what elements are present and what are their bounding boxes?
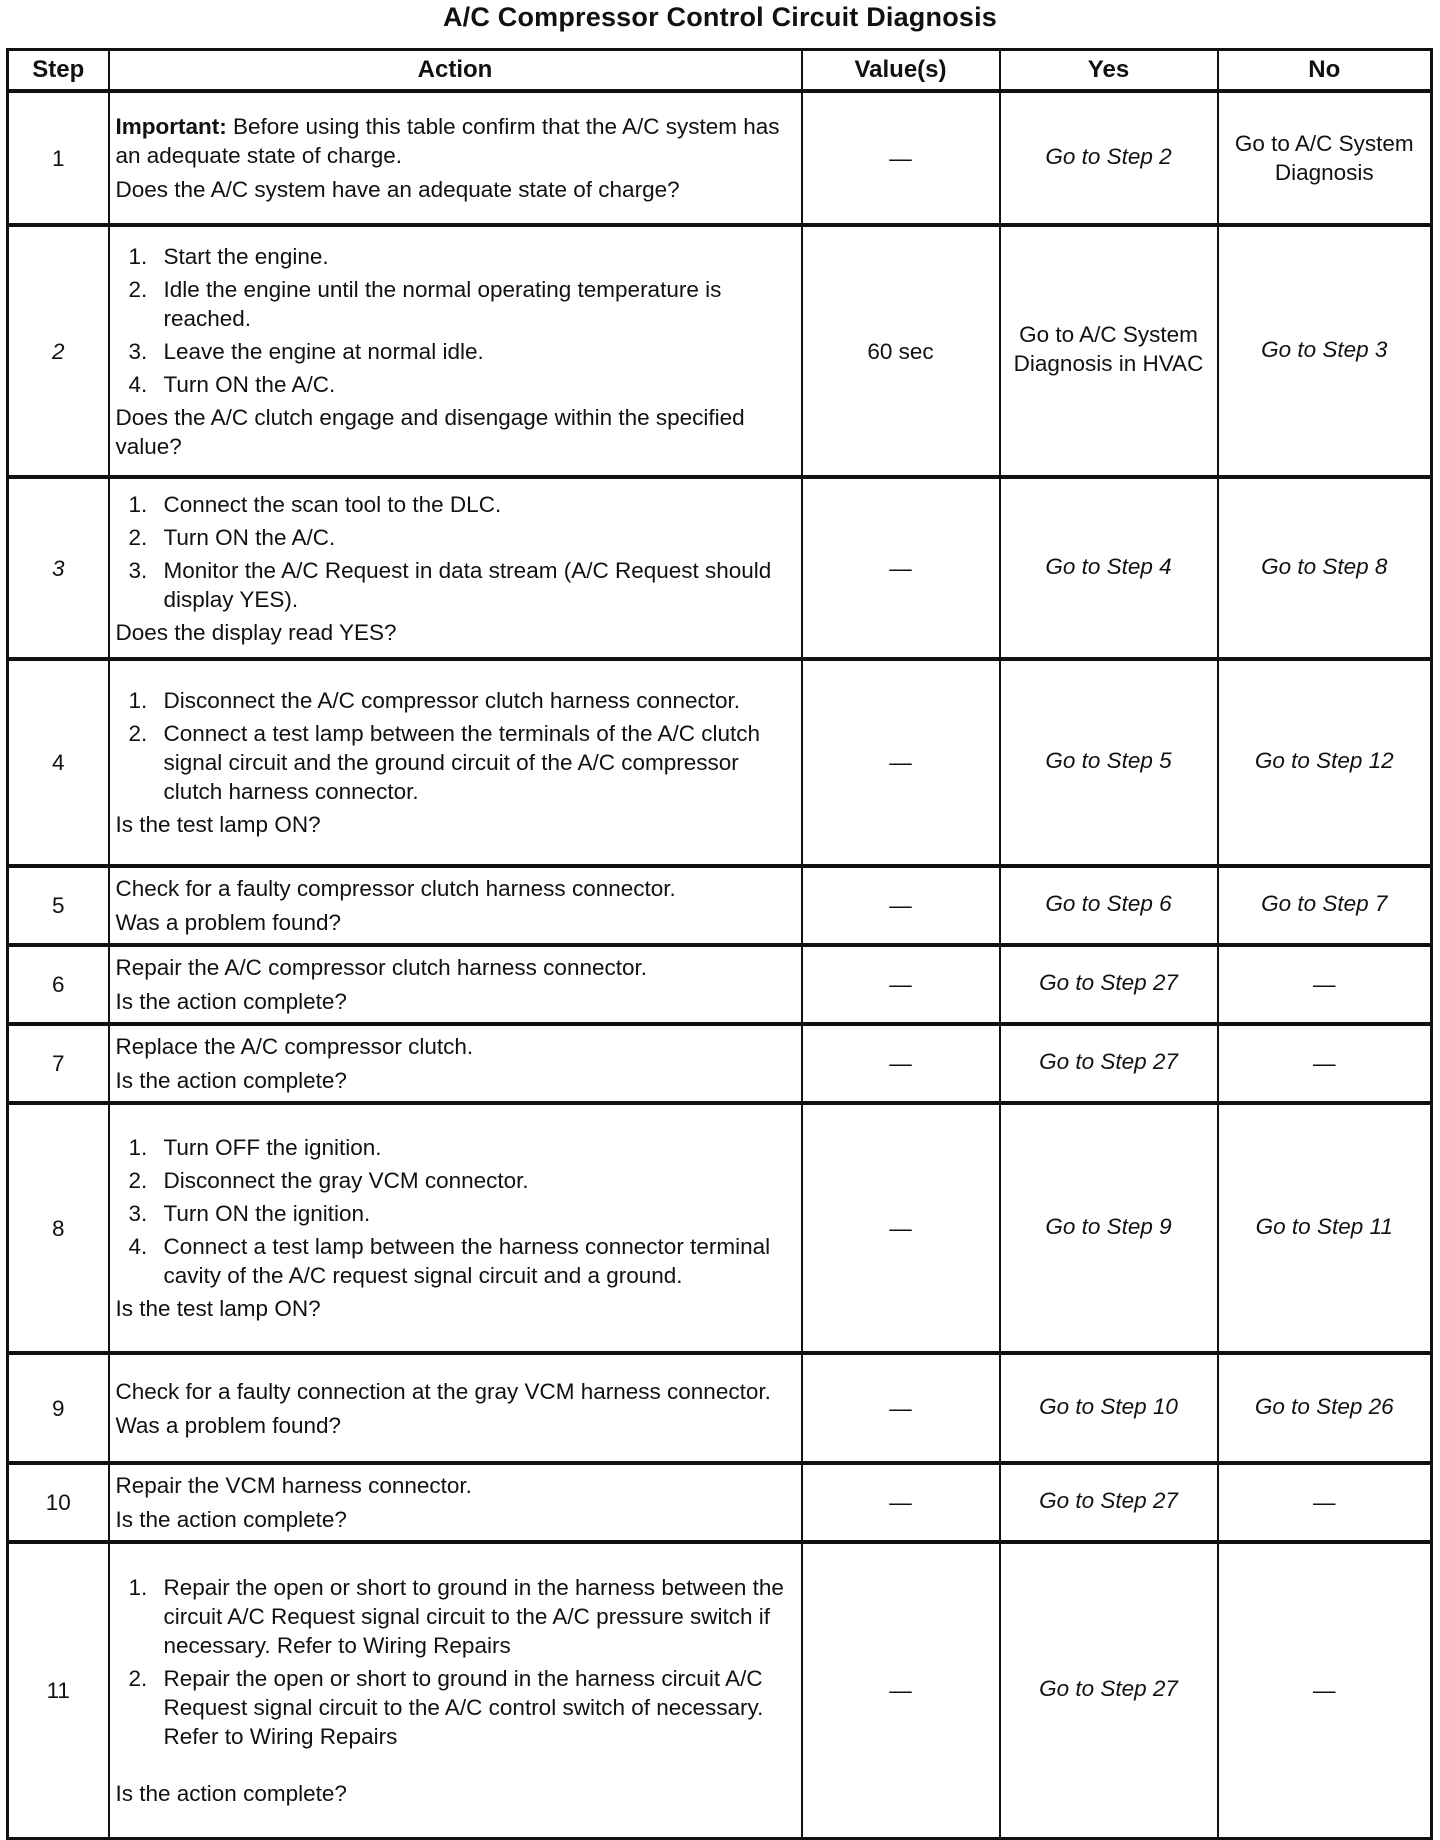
table-row: [8, 866, 1432, 945]
action-step-item: 2. Repair the open or short to ground in the harness circuit A/C Request signal circuit to the A/C control switch of necessary. Refer to Wiring Repairs: [154, 1664, 791, 1751]
value-cell: —: [802, 1103, 1000, 1353]
action-paragraph: Check for a faulty connection at the gray VCM harness connector.: [115, 1378, 771, 1404]
action-question: Is the test lamp ON?: [115, 812, 321, 837]
action-step-item: 1. Repair the open or short to ground in the harness between the circuit A/C Request signal circuit to the A/C pressure switch if necessary. Refer to Wiring Repairs: [154, 1573, 791, 1660]
no-result: Go to Step 8: [1218, 477, 1432, 659]
action-step-item: 1. Connect the scan tool to the DLC.: [154, 490, 791, 519]
action-step-item: 2. Idle the engine until the normal operating temperature is reached.: [154, 275, 791, 333]
action-cell: [109, 91, 802, 225]
no-result: Go to Step 3: [1218, 225, 1432, 477]
action-paragraph: Replace the A/C compressor clutch.: [115, 1034, 474, 1059]
action-step-item: 2. Turn ON the A/C.: [154, 523, 791, 552]
action-step-item: 3. Monitor the A/C Request in data stream (A/C Request should display YES).: [154, 556, 791, 614]
value-cell: —: [802, 866, 1000, 945]
table-row: [8, 1463, 1432, 1542]
action-step-item: 4. Connect a test lamp between the harness connector terminal cavity of the A/C request signal circuit and a ground.: [154, 1232, 791, 1290]
table-row: [8, 91, 1432, 225]
step-number: 6: [8, 945, 109, 1024]
value-cell: —: [802, 659, 1000, 866]
action-question: Is the action complete?: [115, 989, 347, 1014]
step-number: 10: [8, 1463, 109, 1542]
header-values: Value(s): [802, 50, 1000, 92]
action-note: [116, 112, 795, 170]
yes-result: Go to Step 9: [1000, 1103, 1218, 1353]
action-cell: [109, 1542, 802, 1838]
no-result: Go to A/C System Diagnosis: [1218, 91, 1432, 225]
table-row: [8, 1542, 1432, 1838]
step-number: 7: [8, 1024, 109, 1103]
action-question: Does the A/C system have an adequate state of charge?: [115, 177, 680, 202]
table-row: [8, 1353, 1432, 1463]
header-no: No: [1218, 50, 1432, 92]
yes-result: Go to Step 27: [1000, 945, 1218, 1024]
table-row: [8, 1024, 1432, 1103]
action-cell: [109, 945, 802, 1024]
step-number: 9: [8, 1353, 109, 1463]
yes-result: Go to Step 6: [1000, 866, 1218, 945]
step-number: 1: [8, 91, 109, 225]
value-cell: 60 sec: [802, 225, 1000, 477]
table-header-row: [8, 50, 1432, 92]
action-cell: [109, 477, 802, 659]
value-cell: —: [802, 91, 1000, 225]
header-action: Action: [109, 50, 802, 92]
action-step-item: 1. Disconnect the A/C compressor clutch harness connector.: [154, 686, 791, 715]
value-cell: —: [802, 1542, 1000, 1838]
step-number: 8: [8, 1103, 109, 1353]
step-number: 5: [8, 866, 109, 945]
yes-result: Go to Step 27: [1000, 1024, 1218, 1103]
action-step-item: 1. Turn OFF the ignition.: [154, 1133, 791, 1162]
action-step-item: 2. Connect a test lamp between the terminals of the A/C clutch signal circuit and the ground circuit of the A/C compressor clutch harness connector.: [154, 719, 791, 806]
action-question: Does the A/C clutch engage and disengage within the specified value?: [115, 404, 745, 459]
action-question: Is the action complete?: [115, 1507, 347, 1532]
action-cell: [109, 1103, 802, 1353]
yes-result: Go to Step 4: [1000, 477, 1218, 659]
yes-result: Go to Step 2: [1000, 91, 1218, 225]
value-cell: —: [802, 477, 1000, 659]
no-result: Go to Step 12: [1218, 659, 1432, 866]
header-step: Step: [8, 50, 109, 92]
action-question: Is the action complete?: [115, 1068, 347, 1093]
step-number: 4: [8, 659, 109, 866]
no-result: Go to Step 26: [1218, 1353, 1432, 1463]
action-paragraph: Repair the VCM harness connector.: [115, 1473, 472, 1498]
value-cell: —: [802, 1353, 1000, 1463]
action-question: Is the action complete?: [115, 1780, 347, 1806]
important-label: Important:: [115, 114, 227, 139]
action-cell: [109, 659, 802, 866]
yes-result: Go to Step 27: [1000, 1463, 1218, 1542]
action-steps: [116, 1573, 795, 1751]
table-row: [8, 945, 1432, 1024]
action-question: Was a problem found?: [115, 1412, 342, 1438]
no-result: Go to Step 11: [1218, 1103, 1432, 1353]
table-row: [8, 225, 1432, 477]
no-result: —: [1218, 945, 1432, 1024]
table-row: [8, 659, 1432, 866]
table-row: [8, 477, 1432, 659]
yes-result: Go to Step 27: [1000, 1542, 1218, 1838]
no-result: Go to Step 7: [1218, 866, 1432, 945]
yes-result: Go to Step 5: [1000, 659, 1218, 866]
yes-result: Go to A/C System Diagnosis in HVAC: [1000, 225, 1218, 477]
step-number: 3: [8, 477, 109, 659]
action-question: Does the display read YES?: [115, 619, 397, 645]
action-step-item: 1. Start the engine.: [154, 242, 791, 271]
no-result: —: [1218, 1463, 1432, 1542]
value-cell: —: [802, 1024, 1000, 1103]
step-number: 2: [8, 225, 109, 477]
action-cell: [109, 225, 802, 477]
page-title: A/C Compressor Control Circuit Diagnosis: [442, 2, 998, 32]
action-paragraph: Repair the A/C compressor clutch harness connector.: [115, 955, 648, 980]
table-row: [8, 1103, 1432, 1353]
action-cell: [109, 866, 802, 945]
action-question: Is the test lamp ON?: [115, 1296, 321, 1321]
action-paragraph: Before using this table confirm that the A/C system has an adequate state of charge.: [115, 114, 780, 168]
yes-result: Go to Step 10: [1000, 1353, 1218, 1463]
action-steps: [116, 1133, 795, 1290]
action-cell: [109, 1353, 802, 1463]
action-step-item: 2. Disconnect the gray VCM connector.: [154, 1166, 791, 1195]
action-step-item: 3. Leave the engine at normal idle.: [154, 337, 791, 366]
value-cell: —: [802, 1463, 1000, 1542]
action-question: Was a problem found?: [115, 910, 342, 935]
no-result: —: [1218, 1542, 1432, 1838]
action-steps: [116, 490, 795, 614]
value-cell: —: [802, 945, 1000, 1024]
action-cell: [109, 1024, 802, 1103]
header-yes: Yes: [1000, 50, 1218, 92]
action-step-item: 3. Turn ON the ignition.: [154, 1199, 791, 1228]
action-cell: [109, 1463, 802, 1542]
diagnosis-table: [6, 48, 1433, 1840]
no-result: —: [1218, 1024, 1432, 1103]
action-paragraph: Check for a faulty compressor clutch harness connector.: [115, 876, 676, 901]
action-step-item: 4. Turn ON the A/C.: [154, 370, 791, 399]
action-steps: [116, 242, 795, 399]
step-number: 11: [8, 1542, 109, 1838]
action-steps: [116, 686, 795, 806]
